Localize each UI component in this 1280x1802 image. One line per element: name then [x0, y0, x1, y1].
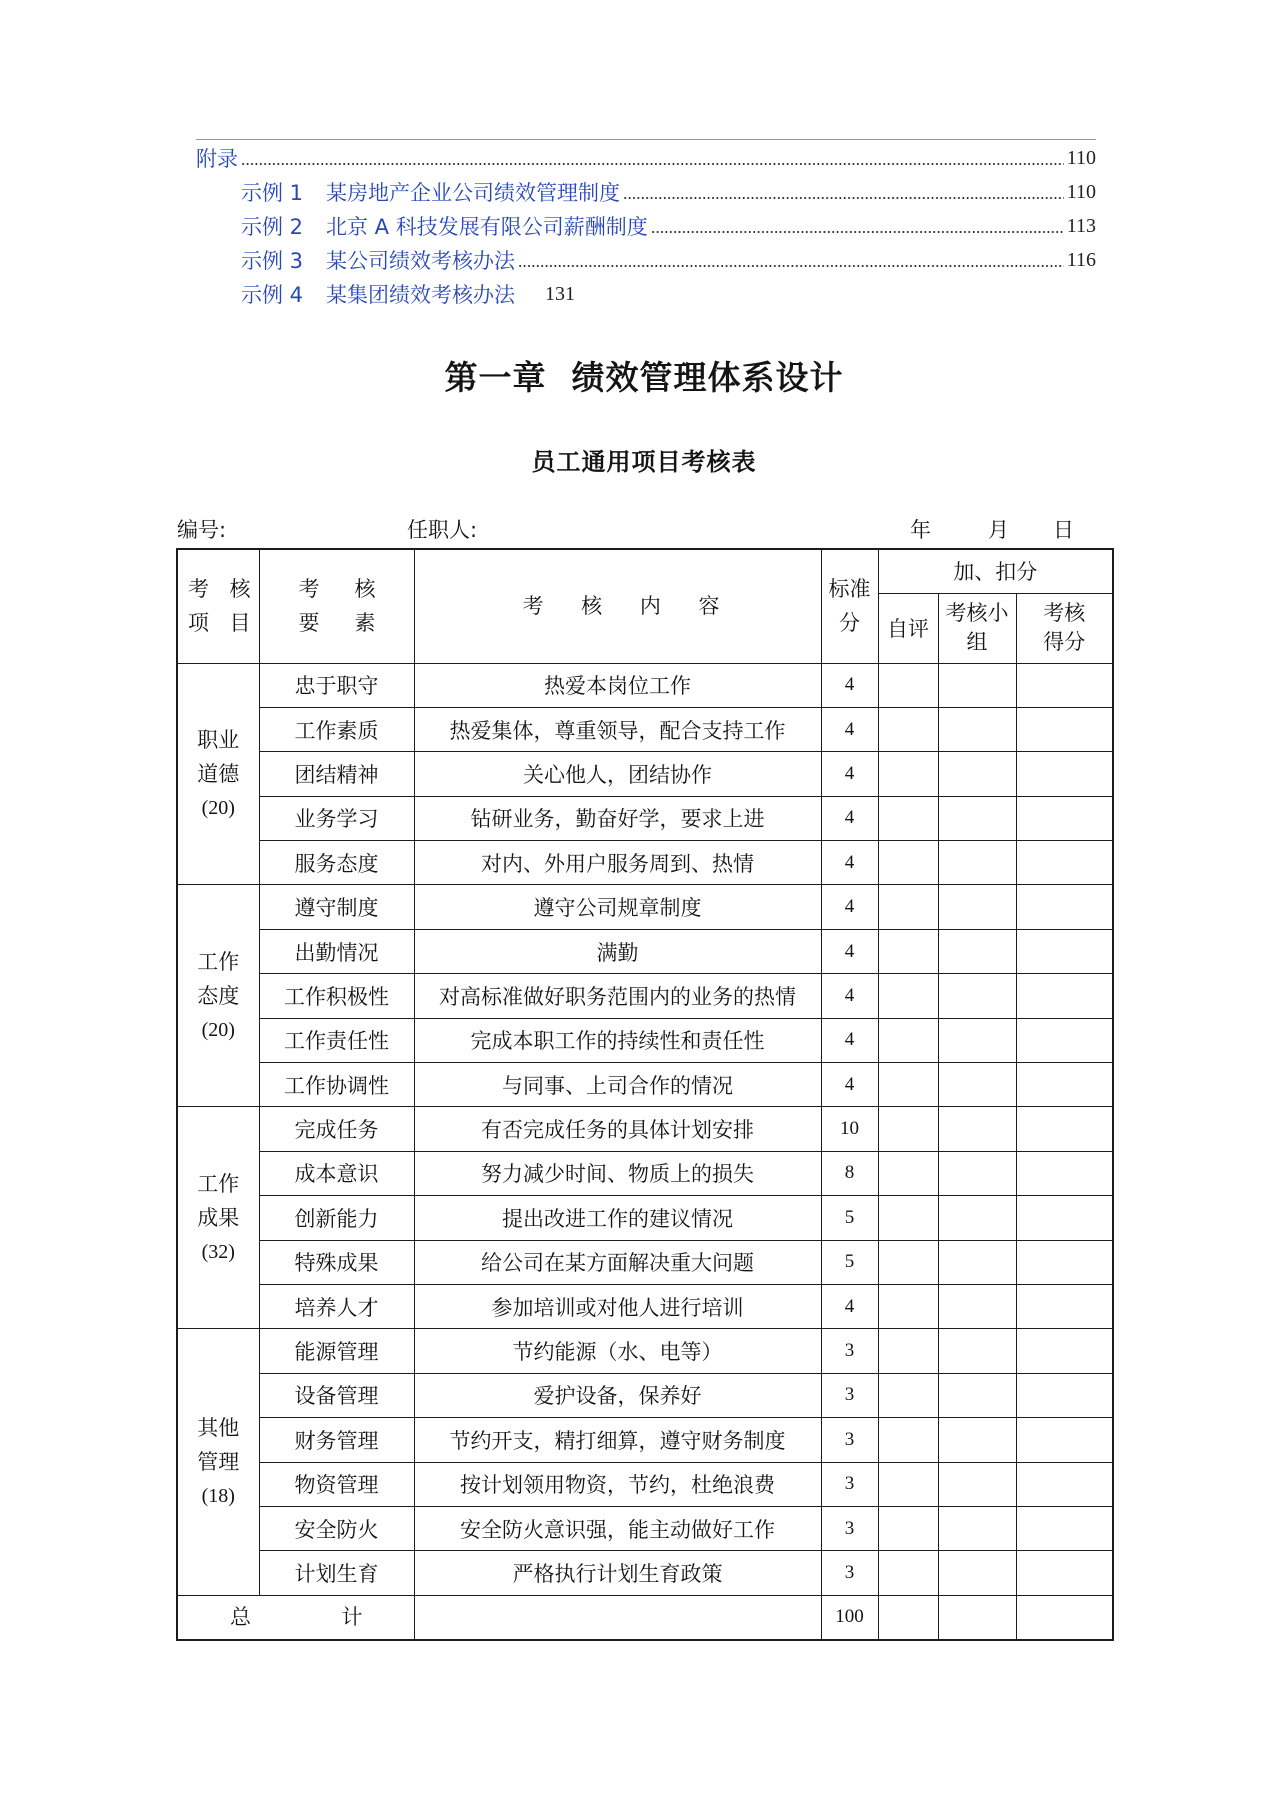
content-cell [414, 752, 821, 796]
factor-cell [259, 1151, 414, 1195]
table-header [177, 549, 1113, 663]
month-label: 月 [988, 518, 1009, 542]
factor-text: 团结精神 [294, 762, 379, 787]
factor-cell [259, 663, 414, 707]
self-score-cell [878, 752, 938, 796]
content-text: 热爱集体，尊重领导，配合支持工作 [449, 718, 786, 743]
toc-entry-label: 北京 A 科技发展有限公司薪酬制度 [326, 215, 648, 239]
standard-score-cell [821, 796, 878, 840]
header-self-cell [878, 593, 938, 663]
group-score-cell [938, 1063, 1016, 1107]
group-label-cell [177, 885, 259, 1107]
factor-cell [259, 1551, 414, 1595]
header-row [177, 549, 1113, 593]
header-standard-cell [821, 549, 878, 663]
standard-score-cell [821, 1107, 878, 1151]
chapter-title: 第一章 绩效管理体系设计 [444, 358, 844, 397]
group-score-cell [938, 974, 1016, 1018]
self-score-cell [878, 929, 938, 973]
standard-score: 4 [844, 807, 855, 829]
standard-score-cell [821, 1418, 878, 1462]
factor-cell [259, 1284, 414, 1328]
factor-cell [259, 929, 414, 973]
final-score-cell [1016, 974, 1113, 1018]
group-score-cell [938, 796, 1016, 840]
toc-leader [651, 231, 1064, 233]
standard-score: 8 [844, 1162, 855, 1184]
content-cell [414, 1551, 821, 1595]
factor-text: 安全防火 [294, 1517, 379, 1542]
factor-cell [259, 796, 414, 840]
group-score-cell [938, 1551, 1016, 1595]
self-score-cell [878, 841, 938, 885]
standard-score-cell [821, 841, 878, 885]
table-row [177, 1284, 1113, 1328]
header-adjust-label: 加、扣分 [953, 560, 1038, 585]
year-label: 年 [910, 518, 931, 542]
self-score-cell [878, 1462, 938, 1506]
content-text: 对内、外用户服务周到、热情 [481, 851, 754, 876]
self-score-cell [878, 796, 938, 840]
standard-score: 4 [844, 1029, 855, 1051]
toc-entry-appendix[interactable] [196, 141, 1096, 175]
standard-score: 3 [844, 1562, 855, 1583]
factor-text: 物资管理 [294, 1473, 379, 1498]
factor-cell [259, 885, 414, 929]
table-row [177, 1373, 1113, 1417]
factor-cell [259, 1018, 414, 1062]
table-row [177, 1196, 1113, 1240]
total-label-cell [177, 1595, 414, 1640]
self-score-cell [878, 1418, 938, 1462]
factor-text: 创新能力 [294, 1206, 379, 1231]
standard-score-cell [821, 752, 878, 796]
total-standard-score: 100 [835, 1606, 864, 1628]
standard-score: 4 [844, 718, 855, 740]
standard-score-cell [821, 929, 878, 973]
factor-text: 工作素质 [294, 718, 379, 743]
standard-score: 3 [844, 1428, 855, 1450]
content-cell [414, 974, 821, 1018]
header-rule [196, 139, 1096, 140]
final-score-cell [1016, 1151, 1113, 1195]
content-cell [414, 1018, 821, 1062]
standard-score-cell [821, 1506, 878, 1550]
factor-cell [259, 974, 414, 1018]
group-score-cell [938, 1018, 1016, 1062]
group-score-cell [938, 663, 1016, 707]
table-row [177, 885, 1113, 929]
toc-page-number: 110 [1066, 146, 1096, 169]
header-content-cell [414, 549, 821, 663]
final-score-cell [1016, 1506, 1113, 1550]
content-cell [414, 796, 821, 840]
toc-page-number: 131 [545, 282, 575, 305]
group-name-line: 其他 [197, 1416, 240, 1441]
group-name-line: 工作 [197, 1171, 240, 1196]
factor-cell [259, 1240, 414, 1284]
factor-text: 服务态度 [294, 851, 379, 876]
factor-cell [259, 1462, 414, 1506]
content-text: 爱护设备，保养好 [533, 1384, 702, 1409]
final-score-cell [1016, 1373, 1113, 1417]
standard-score-cell [821, 1551, 878, 1595]
self-score-cell [878, 1551, 938, 1595]
toc-entry-prefix: 示例 2 [241, 215, 304, 239]
header-final-line: 得分 [1043, 630, 1086, 654]
final-score-cell [1016, 1240, 1113, 1284]
self-score-cell [878, 974, 938, 1018]
content-text: 节约开支，精打细算，遵守财务制度 [449, 1428, 786, 1453]
standard-score: 3 [844, 1384, 855, 1406]
factor-cell [259, 1063, 414, 1107]
table-row [177, 1107, 1113, 1151]
header-group-cell [938, 593, 1016, 663]
content-cell [414, 707, 821, 751]
content-cell [414, 885, 821, 929]
content-text: 热爱本岗位工作 [544, 674, 691, 699]
header-standard-line: 标准 [828, 577, 871, 602]
content-text: 钻研业务，勤奋好学，要求上进 [470, 807, 765, 832]
group-score-cell [938, 1595, 1016, 1640]
toc-entry-example-4[interactable] [196, 277, 1096, 311]
content-text: 节约能源（水、电等） [512, 1340, 723, 1365]
toc-entry-label: 某集团绩效考核办法 [326, 283, 515, 307]
final-score-cell [1016, 663, 1113, 707]
group-score-cell [938, 1151, 1016, 1195]
final-score-cell [1016, 1595, 1113, 1640]
table-row [177, 1506, 1113, 1550]
day-label: 日 [1053, 518, 1074, 542]
self-score-cell [878, 707, 938, 751]
final-score-cell [1016, 841, 1113, 885]
factor-text: 完成任务 [294, 1118, 379, 1143]
standard-score-cell [821, 1196, 878, 1240]
factor-text: 忠于职守 [294, 674, 379, 699]
toc-entry-label: 某房地产企业公司绩效管理制度 [326, 181, 620, 205]
header-item-line: 考 核 [188, 577, 251, 602]
standard-score-cell [821, 974, 878, 1018]
final-score-cell [1016, 1284, 1113, 1328]
standard-score-cell [821, 1018, 878, 1062]
table-row [177, 1418, 1113, 1462]
content-text: 遵守公司规章制度 [533, 896, 702, 921]
standard-score-cell [821, 1151, 878, 1195]
toc-entry-example-2[interactable] [196, 209, 1096, 243]
group-score-cell [938, 1107, 1016, 1151]
self-score-cell [878, 1018, 938, 1062]
standard-score-cell [821, 663, 878, 707]
table-row [177, 1063, 1113, 1107]
final-score-cell [1016, 1018, 1113, 1062]
standard-score-cell [821, 1240, 878, 1284]
table-row [177, 841, 1113, 885]
content-text: 满勤 [596, 940, 639, 965]
factor-text: 特殊成果 [294, 1251, 379, 1276]
form-title: 员工通用项目考核表 [531, 448, 757, 476]
group-name-line: 态度 [197, 983, 240, 1008]
header-item-line: 项 目 [188, 611, 251, 636]
factor-text: 工作协调性 [284, 1073, 389, 1098]
self-score-cell [878, 1284, 938, 1328]
group-score-cell [938, 885, 1016, 929]
toc-leader [241, 163, 1064, 165]
final-score-cell [1016, 1418, 1113, 1462]
toc-leader [623, 197, 1064, 199]
toc-leader [518, 265, 1064, 267]
header-factor-cell [259, 549, 414, 663]
group-label-cell [177, 663, 259, 885]
factor-text: 遵守制度 [294, 896, 379, 921]
factor-text: 出勤情况 [294, 940, 379, 965]
self-score-cell [878, 1329, 938, 1373]
content-text: 对高标准做好职务范围内的业务的热情 [439, 984, 796, 1009]
toc-page-number: 110 [1066, 180, 1096, 203]
final-score-cell [1016, 1551, 1113, 1595]
final-score-cell [1016, 1329, 1113, 1373]
group-score: (18) [201, 1485, 235, 1508]
standard-score: 4 [844, 1073, 855, 1095]
header-final-cell [1016, 593, 1113, 663]
header-self-label: 自评 [887, 617, 929, 641]
group-score: (20) [201, 796, 235, 819]
final-score-cell [1016, 885, 1113, 929]
group-score-cell [938, 1329, 1016, 1373]
self-score-cell [878, 885, 938, 929]
group-score-cell [938, 1506, 1016, 1550]
evaluation-table [176, 548, 1114, 1641]
content-cell [414, 1284, 821, 1328]
toc-entry-label: 某公司绩效考核办法 [326, 249, 515, 273]
self-score-cell [878, 1196, 938, 1240]
group-score-cell [938, 752, 1016, 796]
header-standard-line: 分 [839, 611, 860, 636]
factor-cell [259, 752, 414, 796]
factor-text: 工作积极性 [284, 984, 389, 1009]
standard-score: 4 [844, 851, 855, 873]
content-cell [414, 929, 821, 973]
standard-score: 3 [844, 1517, 855, 1539]
group-label-cell [177, 1329, 259, 1595]
header-factor-line: 要 素 [298, 611, 376, 636]
form-number-label: 编号: [177, 518, 227, 542]
total-row [177, 1595, 1113, 1640]
table-row [177, 752, 1113, 796]
content-text: 与同事、上司合作的情况 [502, 1073, 733, 1098]
group-score: (20) [201, 1018, 235, 1041]
group-score-cell [938, 841, 1016, 885]
table-row [177, 796, 1113, 840]
standard-score: 3 [844, 1340, 855, 1362]
content-cell [414, 1196, 821, 1240]
total-content-cell [414, 1595, 821, 1640]
final-score-cell [1016, 752, 1113, 796]
toc-entry-label: 附录 [196, 147, 238, 171]
content-text: 有否完成任务的具体计划安排 [481, 1118, 754, 1143]
factor-cell [259, 1373, 414, 1417]
final-score-cell [1016, 1107, 1113, 1151]
content-text: 严格执行计划生育政策 [512, 1562, 723, 1586]
group-name-line: 道德 [197, 761, 240, 786]
standard-score: 3 [844, 1473, 855, 1495]
table-row [177, 1240, 1113, 1284]
self-score-cell [878, 663, 938, 707]
group-score-cell [938, 1240, 1016, 1284]
toc-page-number: 116 [1066, 248, 1096, 271]
table-row [177, 929, 1113, 973]
standard-score: 4 [844, 940, 855, 962]
content-cell [414, 1151, 821, 1195]
content-text: 完成本职工作的持续性和责任性 [470, 1029, 765, 1054]
header-final-line: 考核 [1043, 601, 1086, 625]
toc-entry-example-3[interactable] [196, 243, 1096, 277]
self-score-cell [878, 1063, 938, 1107]
group-name-line: 成果 [197, 1205, 240, 1230]
final-score-cell [1016, 1196, 1113, 1240]
content-cell [414, 663, 821, 707]
toc-entry-prefix: 示例 3 [241, 249, 304, 273]
content-cell [414, 1329, 821, 1373]
table-body [177, 663, 1113, 1640]
group-score-cell [938, 1196, 1016, 1240]
group-score-cell [938, 1373, 1016, 1417]
table-row [177, 1329, 1113, 1373]
group-score-cell [938, 1462, 1016, 1506]
group-name-line: 工作 [197, 949, 240, 974]
content-text: 安全防火意识强，能主动做好工作 [460, 1517, 775, 1542]
content-cell [414, 841, 821, 885]
content-text: 努力减少时间、物质上的损失 [481, 1162, 754, 1187]
standard-score: 4 [844, 896, 855, 918]
group-score: (32) [201, 1240, 235, 1263]
total-standard-cell [821, 1595, 878, 1640]
content-cell [414, 1107, 821, 1151]
content-text: 提出改进工作的建议情况 [502, 1206, 733, 1231]
factor-text: 工作责任性 [284, 1029, 389, 1054]
content-cell [414, 1506, 821, 1550]
content-cell [414, 1240, 821, 1284]
factor-text: 计划生育 [294, 1562, 379, 1586]
factor-cell [259, 1196, 414, 1240]
table-of-contents [196, 141, 1096, 311]
header-group-line: 考核小 [945, 601, 1009, 625]
content-cell [414, 1373, 821, 1417]
final-score-cell [1016, 1462, 1113, 1506]
group-name-line: 管理 [197, 1450, 240, 1475]
content-cell [414, 1063, 821, 1107]
toc-entry-example-1[interactable] [196, 175, 1096, 209]
table-row [177, 663, 1113, 707]
toc-entry-prefix: 示例 4 [241, 283, 304, 307]
standard-score-cell [821, 885, 878, 929]
standard-score-cell [821, 707, 878, 751]
content-text: 关心他人，团结协作 [523, 762, 712, 787]
total-label: 总 计 [230, 1605, 363, 1630]
header-factor-line: 考 核 [298, 577, 376, 602]
standard-score-cell [821, 1329, 878, 1373]
table-row [177, 1551, 1113, 1595]
standard-score-cell [821, 1373, 878, 1417]
factor-cell [259, 1418, 414, 1462]
standard-score-cell [821, 1462, 878, 1506]
header-group-line: 组 [966, 630, 988, 654]
group-score-cell [938, 1284, 1016, 1328]
factor-text: 能源管理 [294, 1340, 379, 1365]
self-score-cell [878, 1151, 938, 1195]
group-name-line: 职业 [197, 727, 240, 752]
factor-text: 财务管理 [294, 1428, 379, 1453]
toc-entry-prefix: 示例 1 [241, 181, 304, 205]
group-label-cell [177, 1107, 259, 1329]
final-score-cell [1016, 707, 1113, 751]
content-cell [414, 1462, 821, 1506]
final-score-cell [1016, 929, 1113, 973]
factor-cell [259, 841, 414, 885]
content-text: 按计划领用物资，节约，杜绝浪费 [460, 1473, 775, 1498]
self-score-cell [878, 1107, 938, 1151]
self-score-cell [878, 1373, 938, 1417]
standard-score: 4 [844, 674, 855, 696]
content-text: 给公司在某方面解决重大问题 [481, 1251, 754, 1276]
self-score-cell [878, 1240, 938, 1284]
factor-text: 成本意识 [294, 1162, 379, 1187]
group-score-cell [938, 929, 1016, 973]
factor-text: 设备管理 [294, 1384, 379, 1409]
group-score-cell [938, 707, 1016, 751]
standard-score: 4 [844, 1295, 855, 1317]
factor-cell [259, 1107, 414, 1151]
factor-cell [259, 707, 414, 751]
employee-label: 任职人: [407, 518, 478, 542]
standard-score: 5 [844, 1251, 855, 1273]
factor-cell [259, 1329, 414, 1373]
standard-score-cell [821, 1063, 878, 1107]
factor-cell [259, 1506, 414, 1550]
standard-score: 10 [840, 1118, 859, 1140]
header-item-cell [177, 549, 259, 663]
final-score-cell [1016, 796, 1113, 840]
content-text: 参加培训或对他人进行培训 [491, 1295, 744, 1320]
standard-score-cell [821, 1284, 878, 1328]
standard-score: 4 [844, 984, 855, 1006]
standard-score: 5 [844, 1206, 855, 1228]
content-cell [414, 1418, 821, 1462]
table-row [177, 974, 1113, 1018]
final-score-cell [1016, 1063, 1113, 1107]
table-row [177, 1018, 1113, 1062]
header-content-label: 考 核 内 容 [522, 594, 720, 619]
table-row [177, 1462, 1113, 1506]
table-row [177, 1151, 1113, 1195]
standard-score: 4 [844, 762, 855, 784]
group-score-cell [938, 1418, 1016, 1462]
header-adjust-cell [878, 549, 1113, 593]
factor-text: 培养人才 [294, 1295, 379, 1320]
factor-text: 业务学习 [294, 807, 379, 832]
table-row [177, 707, 1113, 751]
self-score-cell [878, 1506, 938, 1550]
self-score-cell [878, 1595, 938, 1640]
toc-page-number: 113 [1066, 214, 1096, 237]
